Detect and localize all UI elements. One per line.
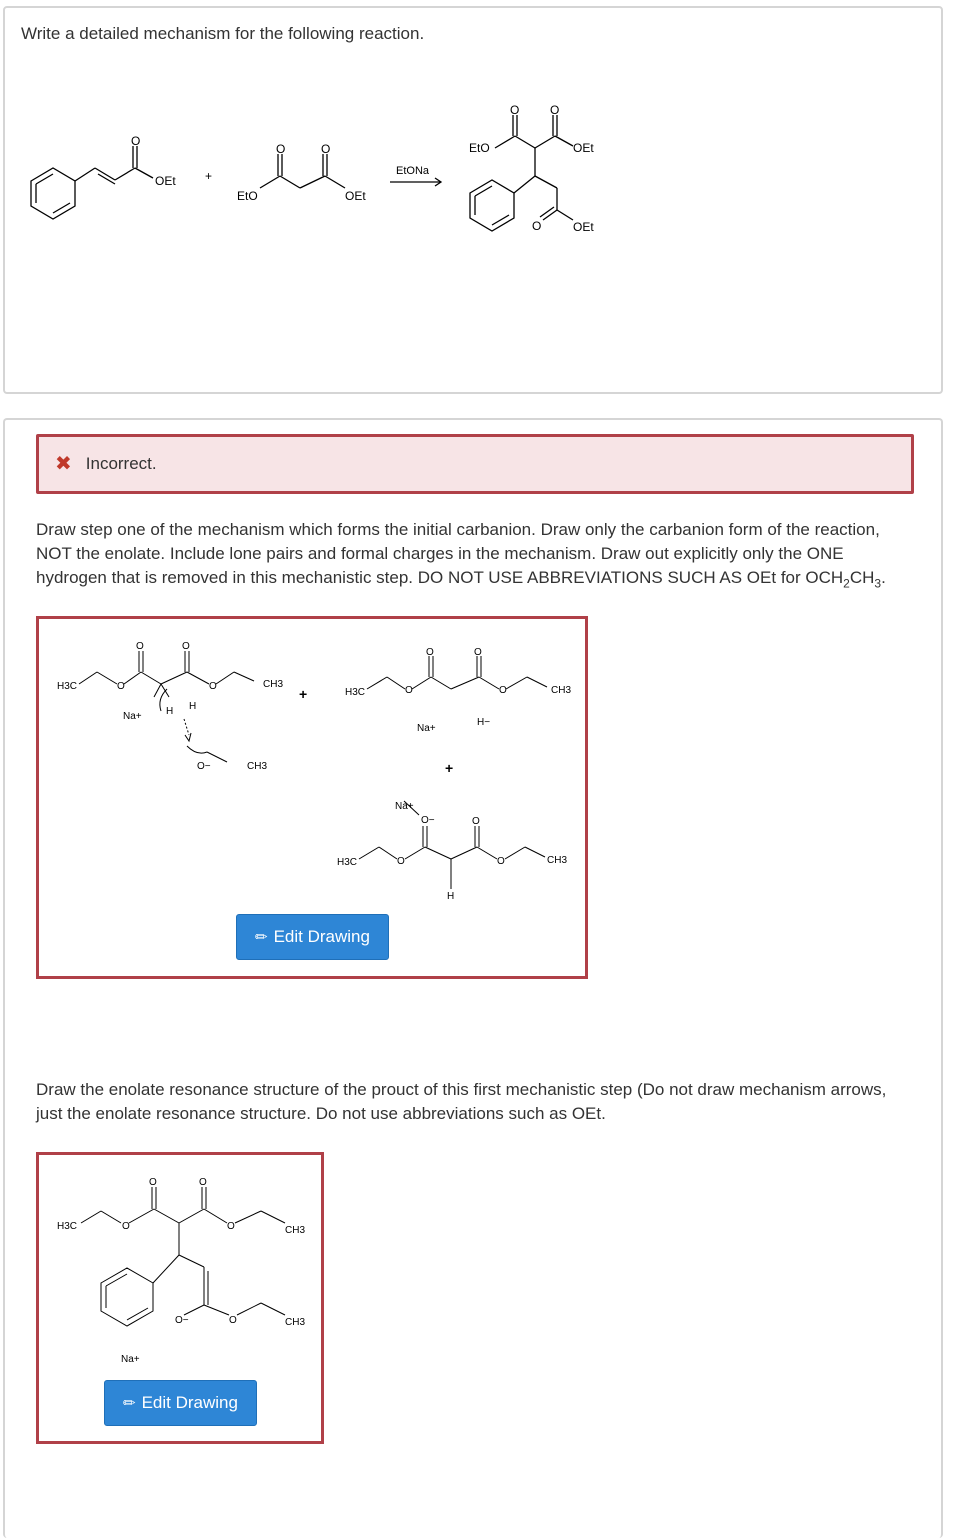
step1-drawing-area[interactable]	[36, 616, 588, 979]
product-o1-label: O	[510, 103, 520, 117]
incorrect-banner	[36, 434, 914, 494]
answer-card	[3, 418, 943, 1538]
step1-sub1: 2	[843, 576, 850, 591]
step1-mid: CH	[849, 568, 875, 587]
step1-instructions	[36, 518, 916, 595]
step2-edit-drawing-button[interactable]	[104, 1380, 257, 1426]
reactant1-oet-label: OEt	[155, 174, 176, 188]
mol3-ch3-label: CH3	[547, 855, 568, 866]
step1-end: .	[881, 568, 886, 587]
enolate-o-minus-label: O−	[175, 1315, 189, 1326]
enolate-ch3-bottom-label: CH3	[285, 1317, 306, 1328]
mol3-o1-label: O	[397, 856, 405, 867]
product-o3-label: O	[532, 219, 542, 233]
question-title: Write a detailed mechanism for the following reaction.	[21, 24, 425, 43]
step2-drawing-area[interactable]	[36, 1152, 324, 1444]
mol3-o2-label: O	[497, 856, 505, 867]
reactant2-o2-label: O	[321, 142, 331, 156]
mol2-o4-label: O	[474, 647, 482, 658]
step1-text: Draw step one of the mechanism which forms the initial carbanion. Draw only the carbanion form of the reaction, NOT the enolate. Include lone pairs and formal charges in the mechanism. Draw out explicitly only the ONE hydrogen that is removed in this mechanistic step. DO NOT USE ABBREVIATIONS SUCH AS OEt for OCH	[36, 520, 880, 587]
product-oet-label: OEt	[573, 141, 594, 155]
reactant2-oet-label: OEt	[345, 189, 366, 203]
plus-sign-2: +	[445, 760, 454, 776]
product-eto-label: EtO	[469, 141, 490, 155]
product-bottom-oet-label: OEt	[573, 220, 594, 234]
enolate-o1-label: O	[122, 1221, 130, 1232]
mol1-na-label: Na+	[123, 711, 142, 722]
reactant1-o-label: O	[131, 134, 141, 148]
ethoxide-ch3-label: CH3	[247, 761, 268, 772]
reactant2-o1-label: O	[276, 142, 286, 156]
enolate-o5-label: O	[229, 1315, 237, 1326]
step1-edit-drawing-button[interactable]	[236, 914, 389, 960]
mol2-na-label: Na+	[417, 723, 436, 734]
mol2-o3-label: O	[426, 647, 434, 658]
plus-sign: +	[205, 169, 213, 183]
mol3-h3c-label: H3C	[337, 857, 358, 868]
mol2-ch3-label: CH3	[551, 685, 572, 696]
reagent-label: EtONa	[396, 165, 430, 177]
enolate-o4-label: O	[199, 1177, 207, 1188]
mol1-h3c-label: H3C	[57, 681, 78, 692]
mol1-o2-label: O	[209, 681, 217, 692]
plus-sign-1: +	[299, 686, 308, 702]
status-text: Incorrect.	[85, 454, 157, 473]
step2-instructions: Draw the enolate resonance structure of the prouct of this first mechanistic step (Do not draw mechanism arrows, just the enolate resonance structure. Do not use abbreviations such as OEt.	[36, 1080, 887, 1123]
ethoxide-o-label: O−	[197, 761, 211, 772]
mol3-h-label: H	[447, 891, 455, 902]
enolate-ch3-top-label: CH3	[285, 1225, 306, 1236]
mol1-h1-label: H	[189, 701, 197, 712]
mol1-ch3-label: CH3	[263, 679, 284, 690]
error-x-icon: ✖	[55, 453, 72, 475]
mol2-o1-label: O	[405, 685, 413, 696]
enolate-h3c-label: H3C	[57, 1221, 78, 1232]
hydride-label: H−	[477, 717, 491, 728]
mol1-h2-label: H	[166, 706, 174, 717]
mol1-o3-label: O	[136, 641, 144, 652]
enolate-na-label: Na+	[121, 1354, 140, 1365]
reaction-scheme	[5, 88, 941, 388]
mol3-o-minus-label: O−	[421, 815, 435, 826]
reactant2-eto-label: EtO	[237, 189, 258, 203]
product-o2-label: O	[550, 103, 560, 117]
mol1-o4-label: O	[182, 641, 190, 652]
step2-edit-label: Edit Drawing	[141, 1393, 238, 1412]
step1-sub2: 3	[874, 576, 882, 591]
mol1-o1-label: O	[117, 681, 125, 692]
mol3-na-label: Na+	[395, 801, 414, 812]
pencil-icon: ✏	[255, 929, 268, 946]
mol2-h3c-label: H3C	[345, 687, 366, 698]
mol2-o2-label: O	[499, 685, 507, 696]
question-card	[3, 6, 943, 394]
enolate-o2-label: O	[227, 1221, 235, 1232]
mol3-o-label: O	[472, 816, 480, 827]
pencil-icon: ✏	[123, 1395, 136, 1412]
step1-edit-label: Edit Drawing	[273, 927, 370, 946]
enolate-o3-label: O	[149, 1177, 157, 1188]
